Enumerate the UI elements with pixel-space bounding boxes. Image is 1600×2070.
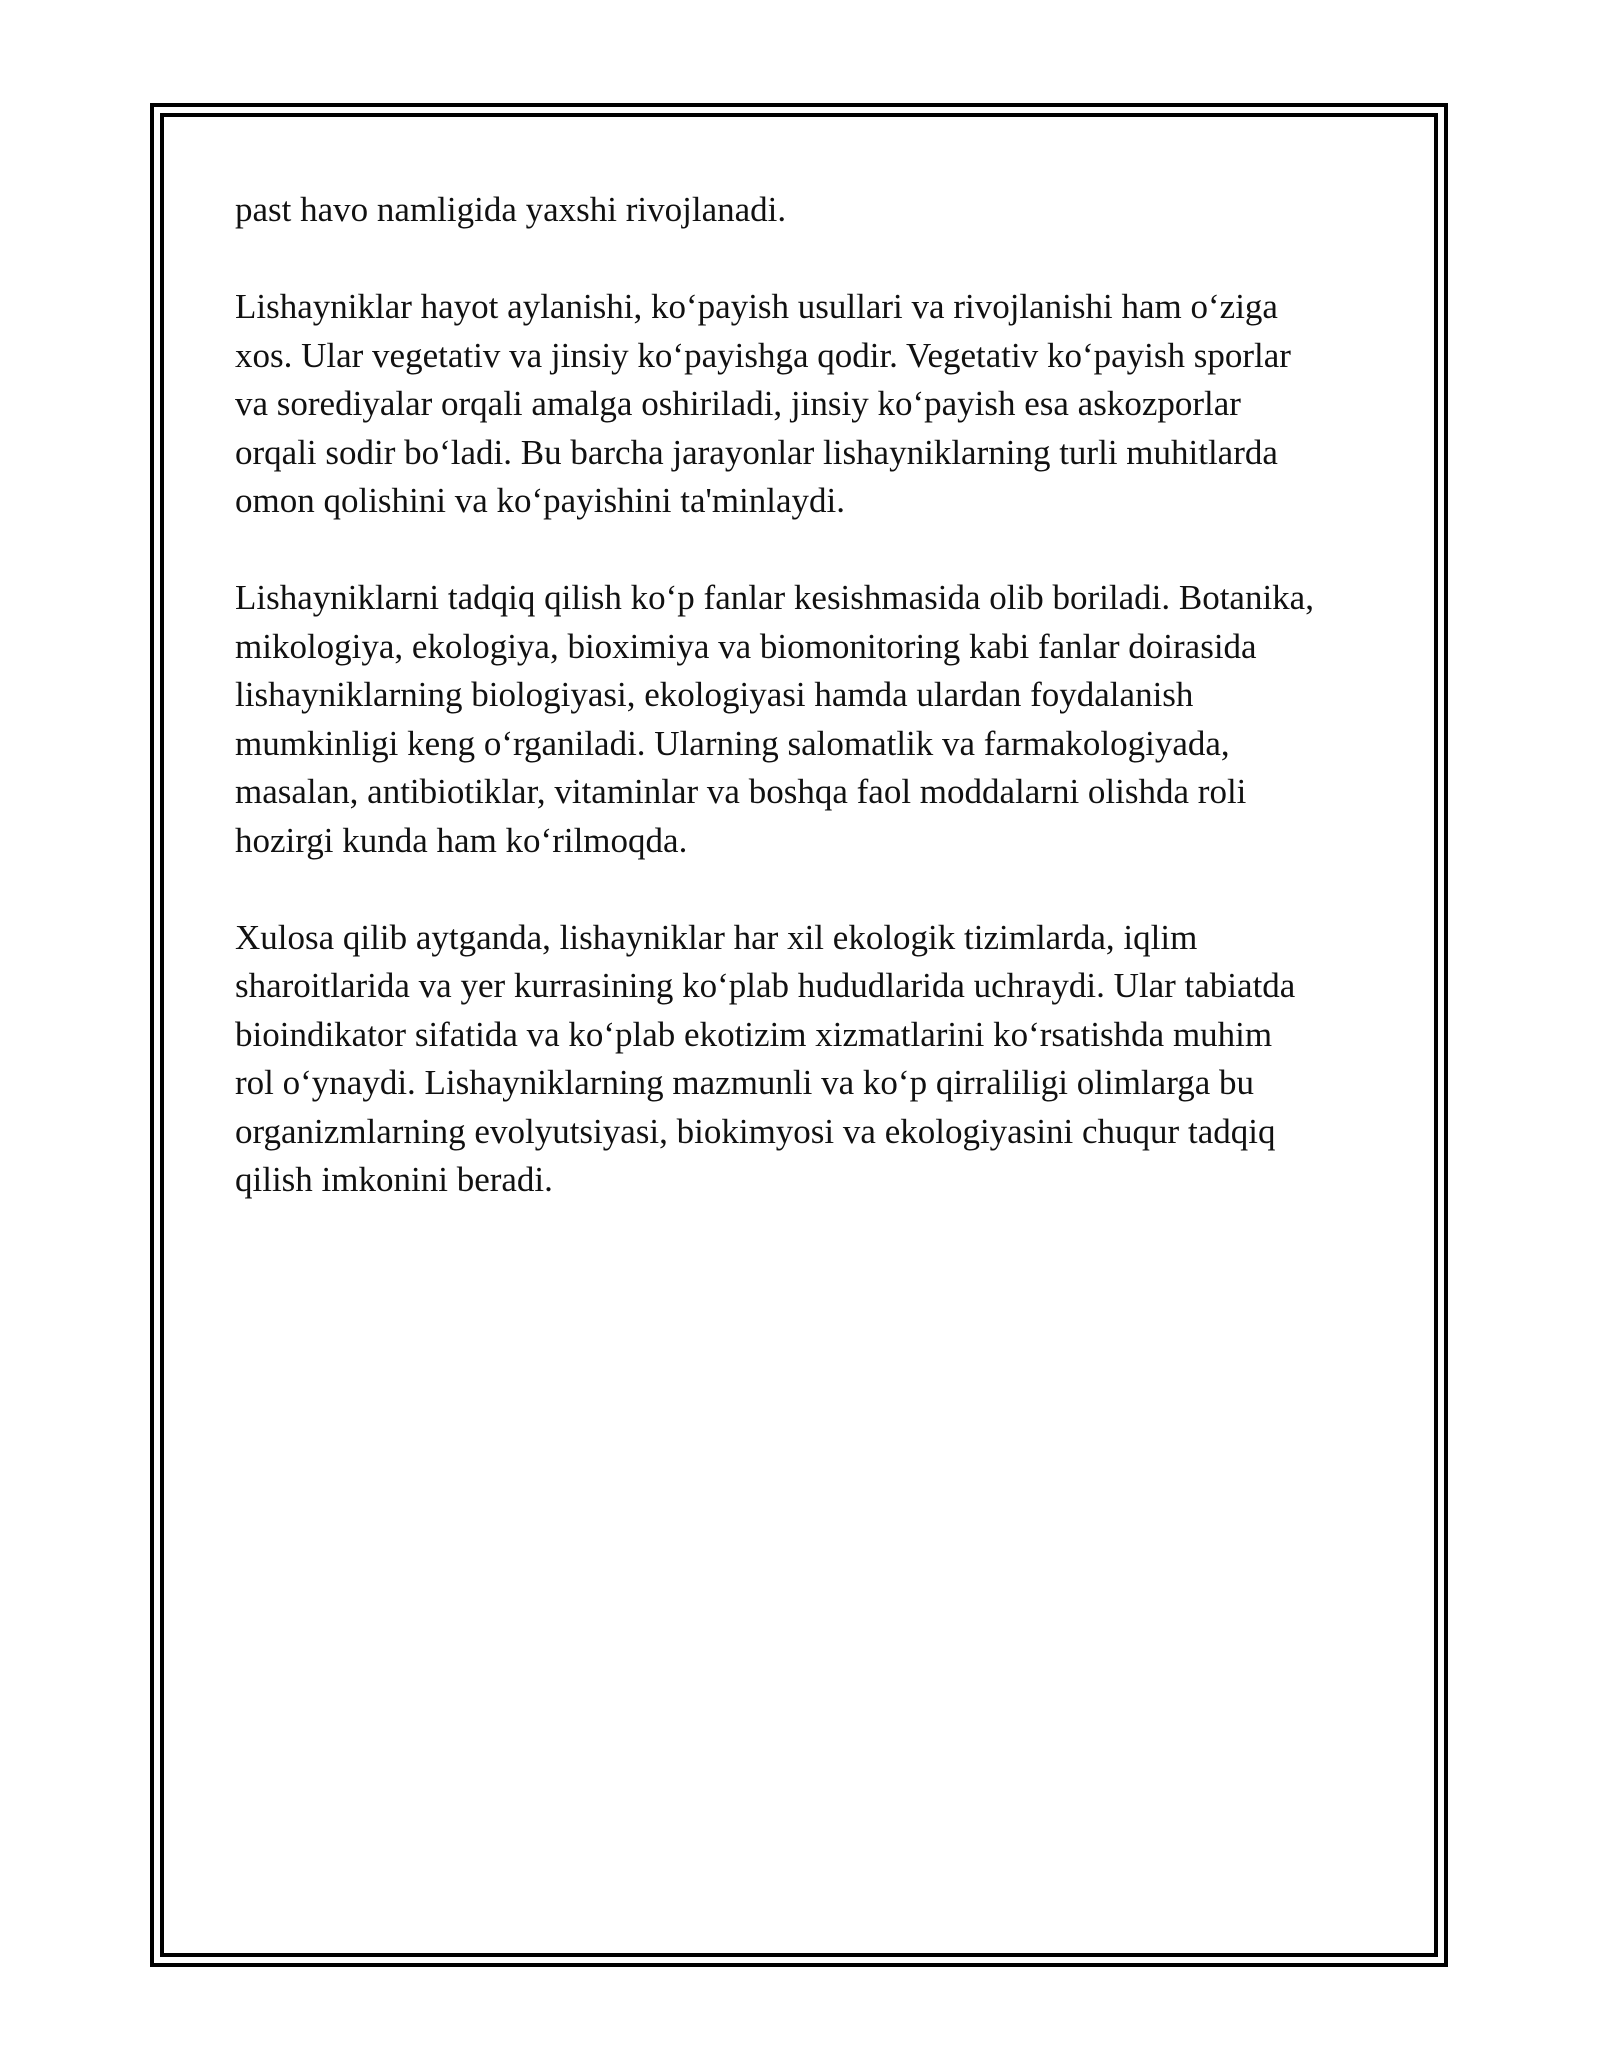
paragraph: Xulosa qilib aytganda, lishayniklar har xil ekologik tizimlarda, iqlim sharoitlarida va yer kurrasining ko‘plab hududlarida uchraydi. Ular tabiatda bioindikator sifatida va ko‘plab ekotizim xizmatlarini ko‘rsatishda muhim rol o‘ynaydi. Lishayniklarning mazmunli va ko‘p qirraliligi olimlarga bu organizmlarning evolyutsiyasi, biokimyosi va ekologiyasini chuqur tadqiq qilish imkonini beradi. (235, 917, 1296, 1199)
paragraph: Lishayniklarni tadqiq qilish ko‘p fanlar kesishmasida olib boriladi. Botanika, mikologiya, ekologiya, bioximiya va biomonitoring kabi fanlar doirasida lishayniklarning biologiyasi, ekologiyasi hamda ulardan foydalanish mumkinligi keng o‘rganiladi. Ularning salomatlik va farmakologiyada, masalan, antibiotiklar, vitaminlar va boshqa faol moddalarni olishda roli hozirgi kunda ham ko‘rilmoqda. (235, 578, 1314, 860)
paragraph: past havo namligida yaxshi rivojlanadi. (235, 190, 787, 229)
document-body (235, 186, 1375, 1253)
paragraph: Lishayniklar hayot aylanishi, ko‘payish usullari va rivojlanishi ham o‘ziga xos. Ular vegetativ va jinsiy ko‘payishga qodir. Vegetativ ko‘payish sporlar va sorediyalar orqali amalga oshiriladi, jinsiy ko‘payish esa askozporlar orqali sodir bo‘ladi. Bu barcha jarayonlar lishayniklarning turli muhitlarda omon qolishini va ko‘payishini ta'minlaydi. (235, 287, 1291, 520)
